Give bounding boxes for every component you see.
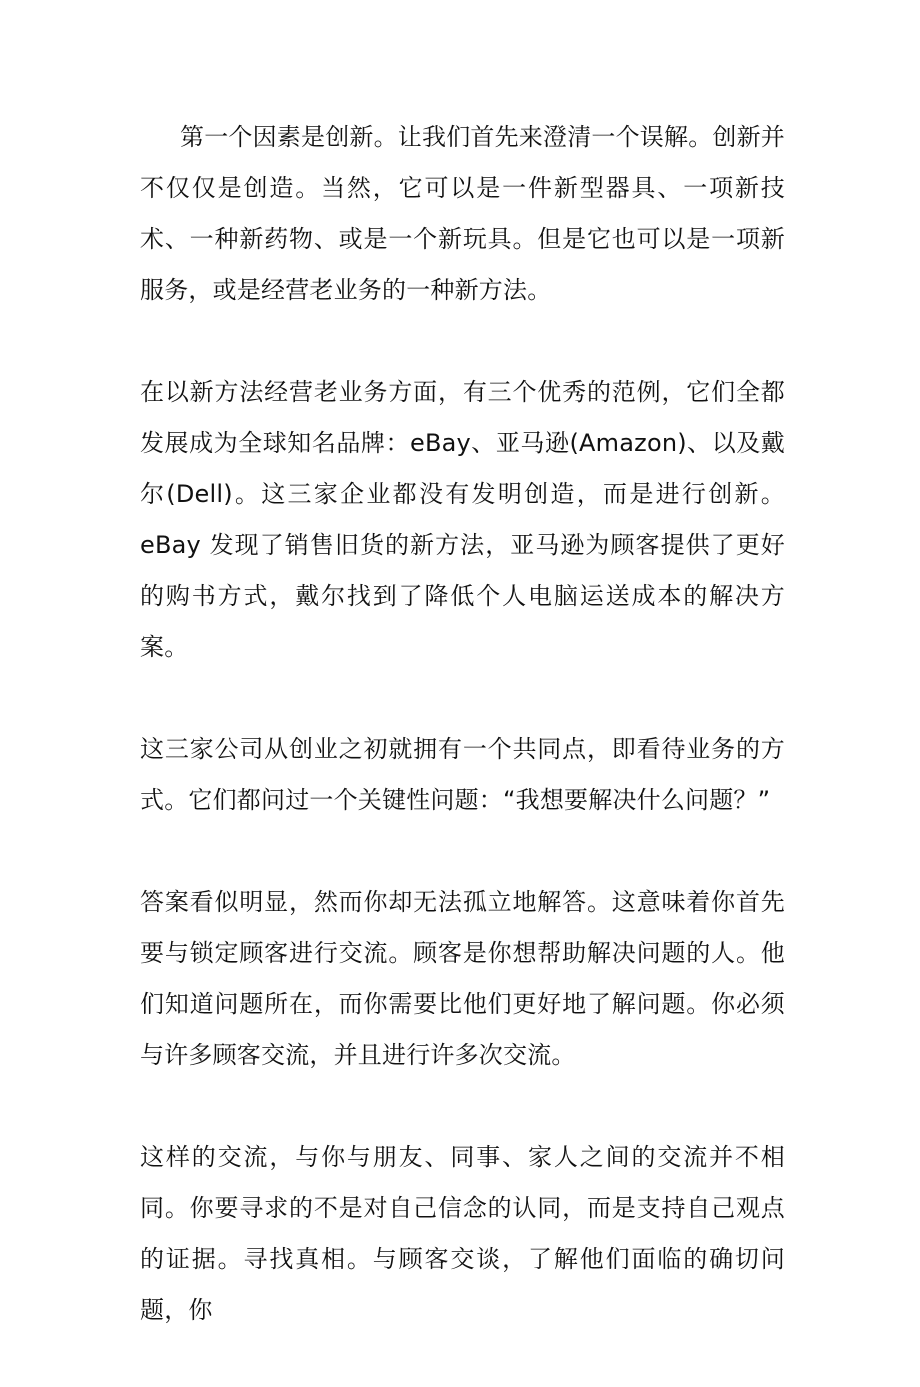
paragraph-innovation: 第一个因素是创新。让我们首先来澄清一个误解。创新并不仅仅是创造。当然，它可以是一件新型器具、一项新技术、一种新药物、或是一个新玩具。但是它也可以是一项新服务，或是经营老业务的一种新方法。 xyxy=(140,123,785,304)
paragraph-communication: 这样的交流，与你与朋友、同事、家人之间的交流并不相同。你要寻求的不是对自己信念的认同，而是支持自己观点的证据。寻找真相。与顾客交谈，了解他们面临的确切问题，你 xyxy=(140,1143,785,1324)
document-body xyxy=(140,112,785,1387)
paragraph-common-point: 这三家公司从创业之初就拥有一个共同点，即看待业务的方式。它们都问过一个关键性问题：“我想要解决什么问题？” xyxy=(140,735,785,814)
paragraph-examples: 在以新方法经营老业务方面，有三个优秀的范例，它们全都发展成为全球知名品牌：eBay、亚马逊(Amazon)、以及戴尔(Dell)。这三家企业都没有发明创造，而是进行创新。eBay 发现了销售旧货的新方法，亚马逊为顾客提供了更好的购书方式，戴尔找到了降低个人电脑运送成本的解决方案。 xyxy=(140,378,785,661)
paragraph-answer: 答案看似明显，然而你却无法孤立地解答。这意味着你首先要与锁定顾客进行交流。顾客是你想帮助解决问题的人。他们知道问题所在，而你需要比他们更好地了解问题。你必须与许多顾客交流，并且进行许多次交流。 xyxy=(140,888,785,1069)
